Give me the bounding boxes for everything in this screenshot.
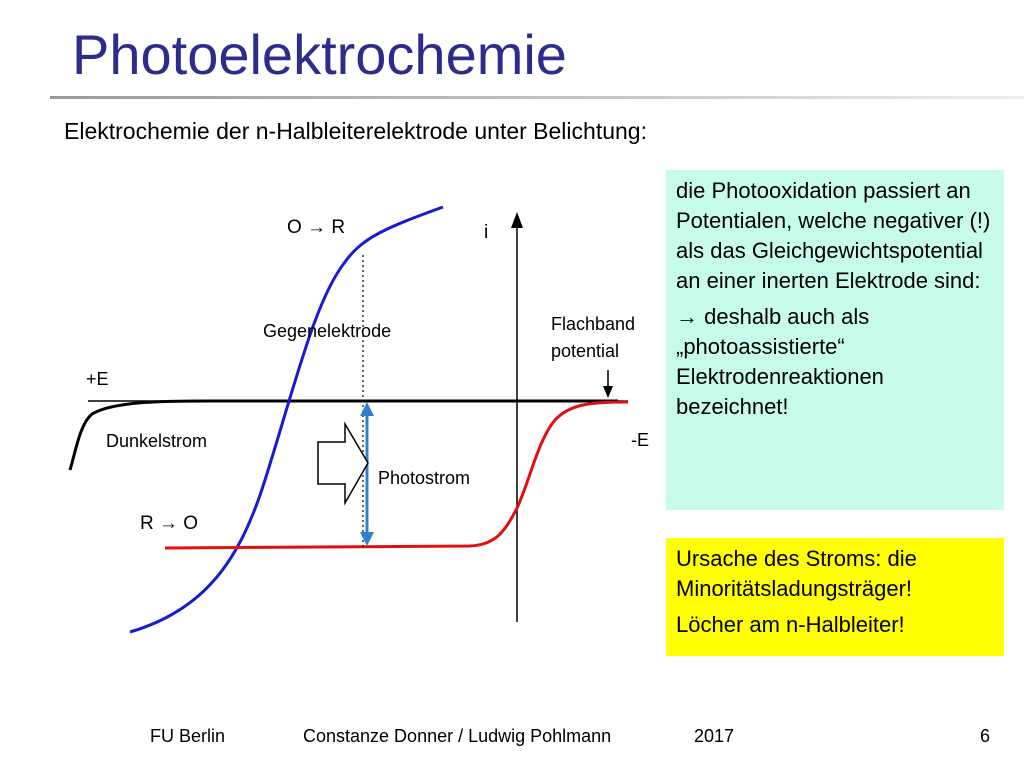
label-photostrom: Photostrom	[378, 468, 471, 488]
label-dunkelstrom: Dunkelstrom	[106, 431, 208, 451]
info-paragraph-1: die Photooxidation passiert an Potentialen, welche negativer (!) als das Gleichgewichtspotential an einer inerten Elektrode sind:	[676, 178, 991, 293]
highlight-paragraph-1: Ursache des Stroms: die Minoritätsladungsträger!	[676, 546, 917, 601]
info-box	[666, 170, 1004, 510]
footer-page-number: 6	[980, 726, 991, 746]
footer-institution: FU Berlin	[150, 726, 226, 746]
label-minus-e: -E	[631, 430, 649, 450]
label-o-to-r: O → R	[287, 217, 346, 238]
label-i-axis: i	[484, 222, 489, 243]
current-axis-arrowhead	[511, 212, 523, 228]
label-flachband: Flachband	[551, 314, 636, 334]
footer-authors: Constanze Donner / Ludwig Pohlmann	[303, 726, 612, 746]
flatband-pointer-arrowhead	[603, 386, 613, 398]
slide-title: Photoelektrochemie	[72, 23, 567, 86]
highlight-paragraph-2: Löcher am n-Halbleiter!	[676, 612, 905, 637]
block-arrow	[318, 424, 368, 503]
photocurrent-arrow-head-bottom	[360, 532, 374, 546]
info-paragraph-2: → deshalb auch als „photoassistierte“ Elektrodenreaktionen bezeichnet!	[676, 304, 884, 419]
label-potential: potential	[551, 341, 620, 361]
highlight-box	[666, 538, 1004, 656]
label-plus-e: +E	[86, 369, 109, 389]
footer-year: 2017	[694, 726, 735, 746]
label-gegenelektrode: Gegenelektrode	[263, 321, 392, 341]
label-r-to-o: R → O	[140, 513, 199, 534]
slide-subtitle: Elektrochemie der n-Halbleiterelektrode unter Belichtung:	[64, 118, 647, 144]
photocurrent-arrow-head-top	[360, 402, 374, 416]
counter-electrode-curve	[130, 207, 443, 632]
